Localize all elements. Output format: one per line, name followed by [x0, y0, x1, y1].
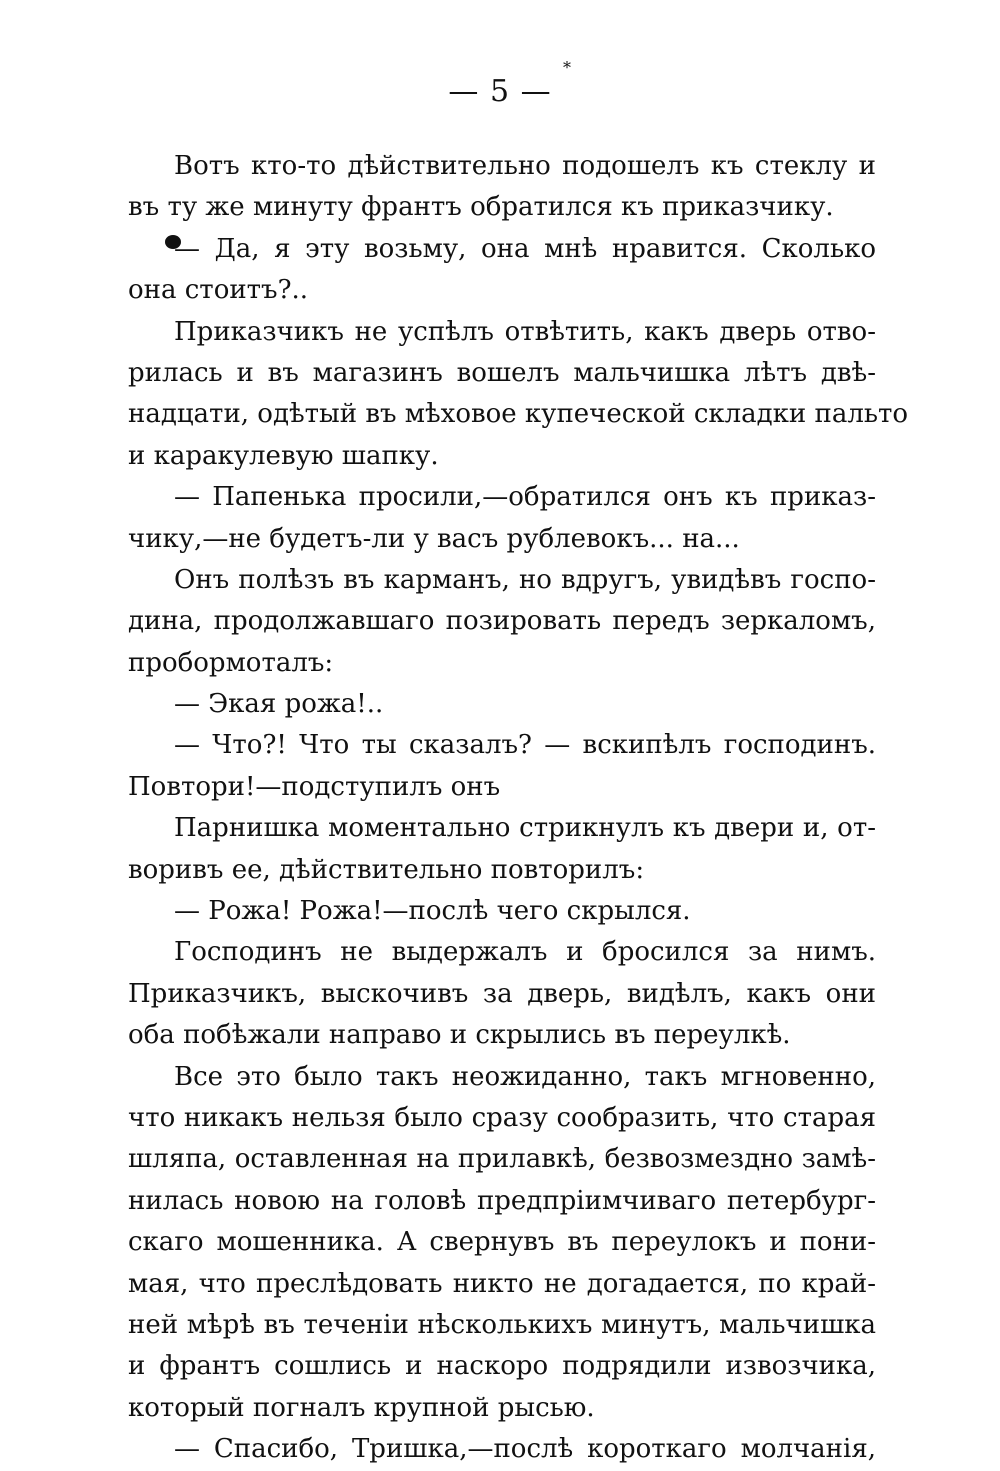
text-line: — Экая рожа!..: [174, 689, 384, 720]
text-line: и каракулевую шапку.: [128, 440, 439, 471]
text-line: рилась и въ магазинъ вошелъ мальчишка лѣтъ двѣ-: [128, 357, 876, 388]
text-line: мая, что преслѣдовать никто не догадается, по край-: [128, 1268, 876, 1299]
text-line: шляпа, оставленная на прилавкѣ, безвозмездно замѣ-: [128, 1144, 876, 1175]
text-line: который погналъ крупной рысью.: [128, 1392, 595, 1423]
text-line: она стоитъ?..: [128, 275, 309, 306]
text-line: пробормоталъ:: [128, 647, 334, 678]
text-line: нилась новою на головѣ предпріимчиваго петербург-: [128, 1185, 876, 1216]
text-line: дина, продолжавшаго позировать передъ зеркаломъ,: [128, 606, 876, 637]
body-text: [128, 146, 909, 1471]
text-line: чику,—не будетъ-ли у васъ рублевокъ... на...: [128, 523, 740, 554]
text-line: и франтъ сошлись и наскоро подрядили извозчика,: [128, 1351, 876, 1382]
page-number: — 5 —: [448, 74, 552, 109]
text-line: — Спасибо, Тришка,—послѣ короткаго молчанія,: [174, 1434, 876, 1465]
text-line: Вотъ кто-то дѣйствительно подошелъ къ стеклу и: [174, 151, 876, 181]
asterisk-mark: *: [563, 58, 571, 77]
text-line: Онъ полѣзъ въ карманъ, но вдругъ, увидѣвъ госпо-: [174, 564, 876, 595]
text-line: — Что?! Что ты сказалъ? — вскипѣлъ господинъ.: [174, 730, 876, 761]
text-line: Парнишка моментально стрикнулъ къ двери и, от-: [174, 813, 876, 844]
text-line: Приказчикъ, выскочивъ за дверь, видѣлъ, какъ они: [128, 978, 876, 1009]
text-line: надцати, одѣтый въ мѣховое купеческой складки пальто: [128, 399, 909, 430]
text-line: Повтори!—подступилъ онъ: [128, 771, 501, 802]
text-line: въ ту же минуту франтъ обратился къ приказчику.: [128, 192, 834, 223]
text-line: что никакъ нельзя было сразу сообразить, что старая: [128, 1102, 876, 1133]
text-line: Все это было такъ неожиданно, такъ мгновенно,: [174, 1061, 876, 1092]
text-line: скаго мошенника. А свернувъ въ переулокъ и пони-: [128, 1227, 876, 1258]
text-line: — Папенька просили,—обратился онъ къ приказ-: [174, 482, 876, 513]
text-line: оба побѣжали направо и скрылись въ переулкѣ.: [128, 1020, 791, 1051]
text-line: воривъ ее, дѣйствительно повторилъ:: [128, 854, 645, 885]
text-line: Господинъ не выдержалъ и бросился за нимъ.: [174, 937, 876, 968]
text-line: — Да, я эту возьму, она мнѣ нравится. Сколько: [174, 233, 876, 264]
text-line: — Рожа! Рожа!—послѣ чего скрылся.: [174, 896, 691, 927]
text-line: ней мѣрѣ въ теченіи нѣсколькихъ минутъ, мальчишка: [128, 1309, 876, 1340]
text-line: Приказчикъ не успѣлъ отвѣтить, какъ дверь отво-: [174, 316, 876, 347]
